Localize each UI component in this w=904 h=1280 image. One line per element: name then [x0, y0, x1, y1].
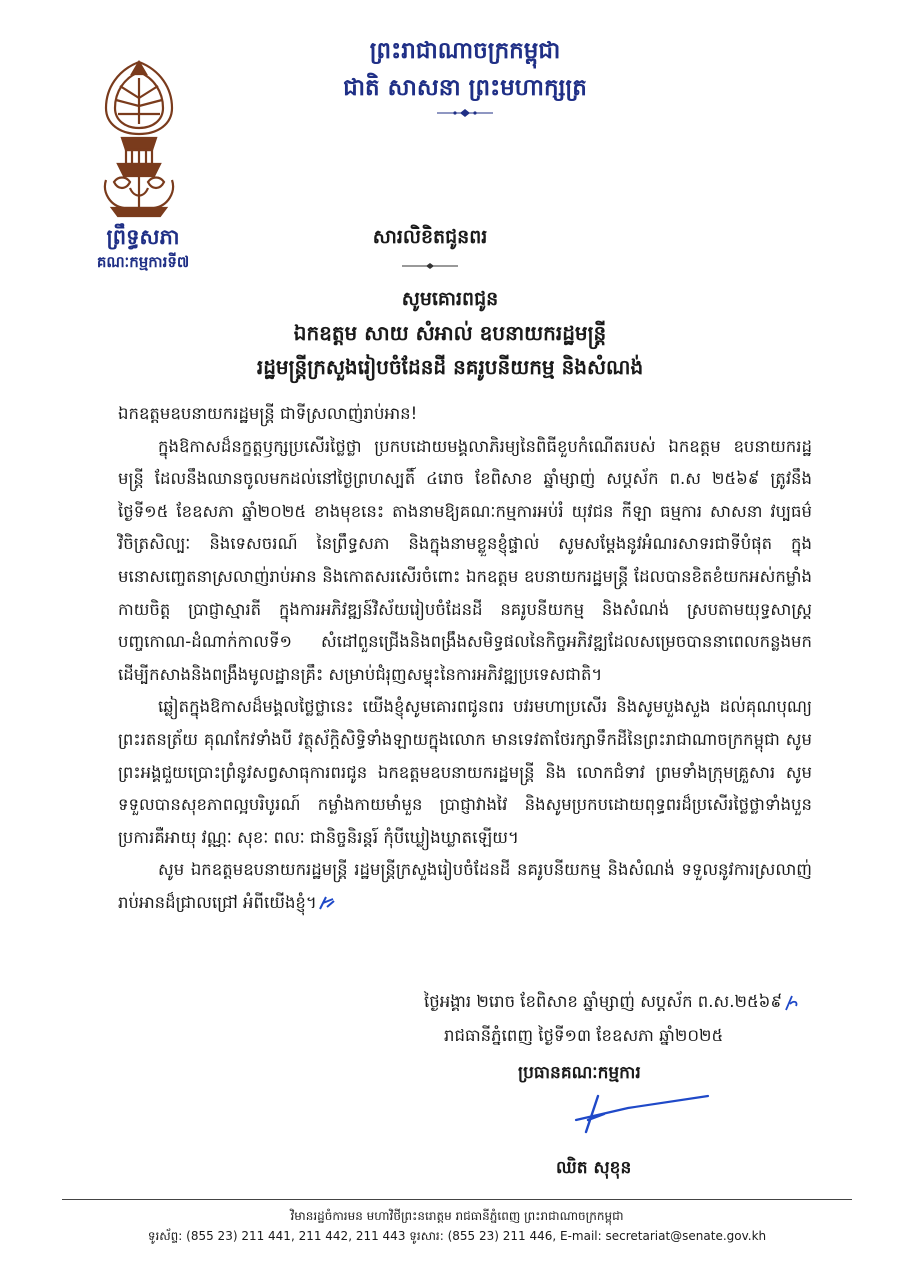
institution-name: ព្រឹទ្ធសភា	[106, 224, 180, 249]
letter-body	[118, 398, 812, 920]
initial-mark-icon	[317, 895, 337, 911]
kingdom-name: ព្រះរាជាណាចក្រកម្ពុជា	[369, 37, 561, 64]
addressee-position: រដ្ឋមន្ត្រីក្រសួងរៀបចំដែនដី នគរូបនីយកម្ម និងសំណង់	[256, 355, 644, 379]
national-motto: ជាតិ សាសនា ព្រះមហាក្សត្រ	[343, 74, 587, 101]
title-ornament-icon	[400, 262, 460, 270]
lunar-date	[424, 986, 844, 1018]
handwritten-signature	[568, 1090, 718, 1140]
signatory-title: ប្រធានគណៈកម្មការ	[518, 1063, 641, 1083]
paragraph-2: ឆ្លៀតក្នុងឱកាសដ៏មង្គលថ្លៃថ្លានេះ យើងខ្ញុំសូមគោរពជូនពរ បវរមហាប្រសើរ និងសូមបួងសួង ដល់គុណបុណ្យព្រះរតនត្រ័យ គុណកែវទាំងបី វត្ថុស័ក្តិសិទ្ធិទាំងឡាយក្នុងលោក មានទេវតាថែរក្សាទឹកដីនៃព្រះរាជាណាចក្រកម្ពុជា សូមព្រះអង្គជួយប្រោះព្រំនូវសព្វសាធុការពរជូន ឯកឧត្តមឧបនាយករដ្ឋមន្ត្រី និង លោកជំទាវ ព្រមទាំងក្រុមគ្រួសារ សូមទទួលបានសុខភាពល្អបរិបូរណ៍ កម្លាំងកាយមាំមួន ប្រាជ្ញាវាងវៃ និងសូមប្រកបដោយពុទ្ធពរដ៏ប្រសើរថ្លៃថ្លាទាំងបួនប្រការគឺអាយុ វណ្ណៈ សុខៈ ពលៈ ជានិច្ចនិរន្តរ៍ កុំបីឃ្លៀងឃ្លាតឡើយ។	[118, 697, 812, 847]
footer-divider	[62, 1199, 852, 1200]
addressee-greeting: សូមគោរពជូន	[401, 288, 499, 310]
salutation: ឯកឧត្តមឧបនាយករដ្ឋមន្ត្រី ជាទីស្រលាញ់រាប់អាន!	[118, 404, 418, 423]
addressee-block	[150, 282, 750, 384]
addressee-name: ឯកឧត្តម សាយ សំអាល់ ឧបនាយករដ្ឋមន្ត្រី	[293, 321, 607, 345]
institution-block	[68, 222, 218, 272]
lunar-date-text: ថ្ងៃអង្គារ ២រោច ខែពិសាខ ឆ្នាំម្សាញ់ សប្តស័ក ព.ស.២៥៦៩	[424, 992, 783, 1011]
paragraph-1: ក្នុងឱកាសដ៏នក្ខត្តឫក្សប្រសើរថ្លៃថ្លា ប្រកបដោយមង្គលាភិរម្យនៃពិធីខួបកំណើតរបស់ ឯកឧត្តម ឧបនាយករដ្ឋមន្ត្រី ដែលនឹងឈានចូលមកដល់នៅថ្ងៃព្រហស្បតិ៍ ៤រោច ខែពិសាខ ឆ្នាំម្សាញ់ សប្តស័ក ព.ស ២៥៦៩ ត្រូវនឹងថ្ងៃទី១៥ ខែឧសភា ឆ្នាំ២០២៥ ខាងមុខនេះ តាងនាមឱ្យគណៈកម្មការអប់រំ យុវជន កីឡា ធម្មការ សាសនា វប្បធម៌ វិចិត្រសិល្បៈ និងទេសចរណ៍ នៃព្រឹទ្ធសភា និងក្នុងនាមខ្លួនខ្ញុំផ្ទាល់ សូមសម្តែងនូវអំណរសាទរជាទីបំផុត ក្នុងមនោសញ្ចេតនាស្រលាញ់រាប់អាន និងកោតសរសើរចំពោះ ឯកឧត្តម ឧបនាយករដ្ឋមន្ត្រី ដែលបានខិតខំយកអស់កម្លាំងកាយចិត្ត ប្រាជ្ញាស្មារតី ក្នុងការអភិវឌ្ឍន៍វិស័យរៀបចំដែនដី នគរូបនីយកម្ម និងសំណង់ ស្របតាមយុទ្ធសាស្ត្របញ្ចកោណ-ដំណាក់កាលទី១ សំដៅពួនជ្រើងនិងពង្រឹងសមិទ្ធផលនៃកិច្ចអភិវឌ្ឍដែលសម្រេចបាននាពេលកន្លងមក ដើម្បីកសាងនិងពង្រឹងមូលដ្ឋានគ្រឹះ សម្រាប់ជំរុញសម្ទុះនៃការអភិវឌ្ឍប្រទេសជាតិ។	[118, 436, 812, 684]
committee-name: គណៈកម្មការទី៧	[96, 253, 190, 271]
paragraph-3-text: សូម ឯកឧត្តមឧបនាយករដ្ឋមន្ត្រី រដ្ឋមន្ត្រីក្រសួងរៀបចំដែនដី នគរូបនីយកម្ម និងសំណង់ ទទួលនូវការស្រលាញ់រាប់អានដ៏ជ្រាលជ្រៅ អំពីយើងខ្ញុំ។	[118, 860, 812, 912]
signatory-name: ឈិត សុខុន	[556, 1158, 632, 1178]
paragraph-3	[118, 854, 812, 919]
senate-emblem-icon	[96, 58, 182, 220]
footer	[62, 1206, 852, 1246]
document-title: សារលិខិតជូនពរ	[372, 226, 488, 248]
date-initial-mark-icon	[782, 994, 800, 1012]
footer-address: វិមានរដ្ឋចំការមន មហាវិថីព្រះនរោត្តម រាជធានីភ្នំពេញ ព្រះរាជាណាចក្រកម្ពុជា	[290, 1209, 624, 1223]
solar-date: រាជធានីភ្នំពេញ ថ្ងៃទី១៣ ខែឧសភា ឆ្នាំ២០២៥	[444, 1026, 724, 1045]
ornament-divider-icon	[435, 108, 495, 118]
footer-contact: ទូរស័ព្ទ: (855 23) 211 441, 211 442, 211 443 ទូរសារ: (855 23) 211 446, E-mail: secretariat@senate.gov.kh	[147, 1229, 767, 1243]
kingdom-header	[300, 32, 630, 118]
